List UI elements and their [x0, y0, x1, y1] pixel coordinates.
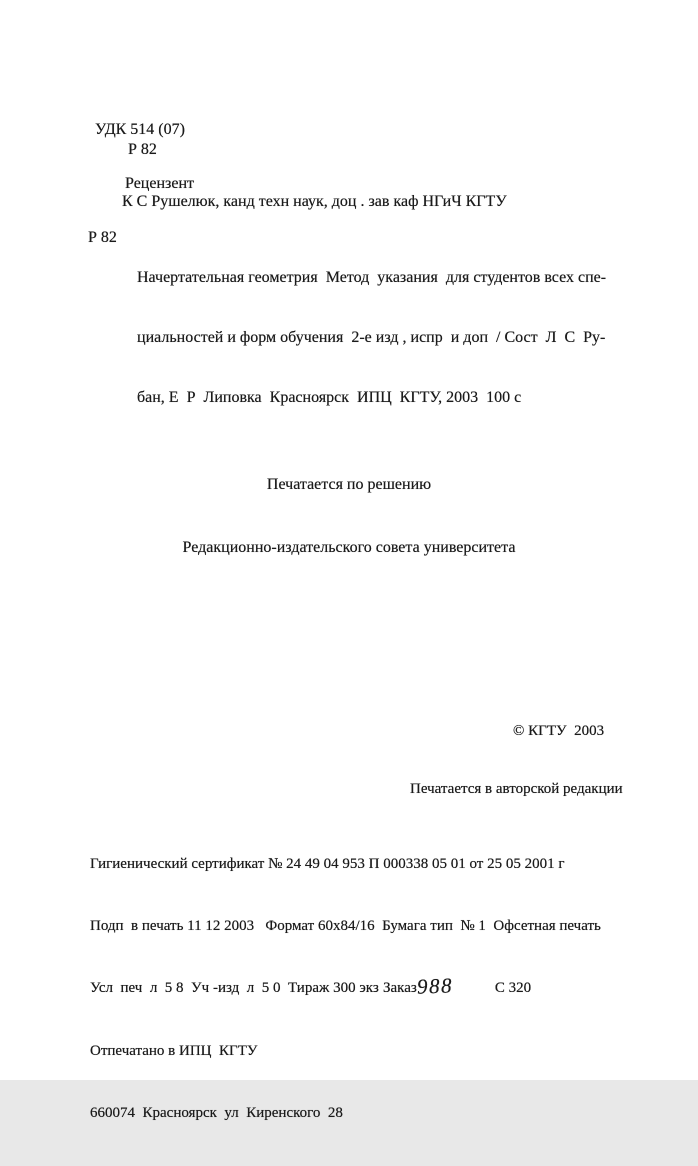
resolution-line-1: Печатается по решению: [266, 476, 432, 493]
authority-code: Р 82: [128, 141, 157, 158]
reviewer-label: Рецензент: [125, 175, 194, 192]
edition-note: Печатается в авторской редакции: [410, 781, 623, 797]
catalog-entry-line: Начертательная геометрия Метод указания для студентов всех спе-: [137, 269, 607, 286]
c-number: С 320: [494, 980, 532, 997]
catalog-code: Р 82: [88, 229, 117, 246]
copyright-notice: © КГТУ 2003: [513, 723, 605, 739]
udk-number: УДК 514 (07): [95, 121, 185, 138]
imprint-certificate-line: Гигиенический сертификат № 24 49 04 953 П 000338 05 01 от 25 05 2001 г: [90, 855, 565, 872]
catalog-entry-line: бан, Е Р Липовка Красноярск ИПЦ КГТУ, 2003 100 с: [137, 389, 522, 406]
imprint-volume-line: [90, 973, 650, 999]
imprint-volume-info: Усл печ л 5 8 Уч -изд л 5 0 Тираж 300 экз: [90, 980, 379, 997]
imprint-address-line: 660074 Красноярск ул Киренского 28: [90, 1105, 343, 1122]
order-number-handwritten: 988: [416, 973, 454, 999]
resolution-note: [0, 432, 698, 600]
catalog-entry: [137, 228, 637, 448]
imprint-block: [90, 812, 650, 1166]
order-label: Заказ: [383, 980, 417, 997]
resolution-line-2: Редакционно-издательского совета университета: [182, 539, 516, 556]
reviewer-line: К С Рушелюк, канд техн наук, доц . зав каф НГиЧ КГТУ: [122, 193, 507, 210]
imprint-print-info-line: Подп в печать 11 12 2003 Формат 60х84/16 Бумага тип № 1 Офсетная печать: [90, 917, 601, 934]
catalog-entry-line: циальностей и форм обучения 2-е изд , испр и доп / Сост Л С Ру-: [137, 329, 606, 346]
imprint-printed-at-line: Отпечатано в ИПЦ КГТУ: [90, 1042, 258, 1059]
